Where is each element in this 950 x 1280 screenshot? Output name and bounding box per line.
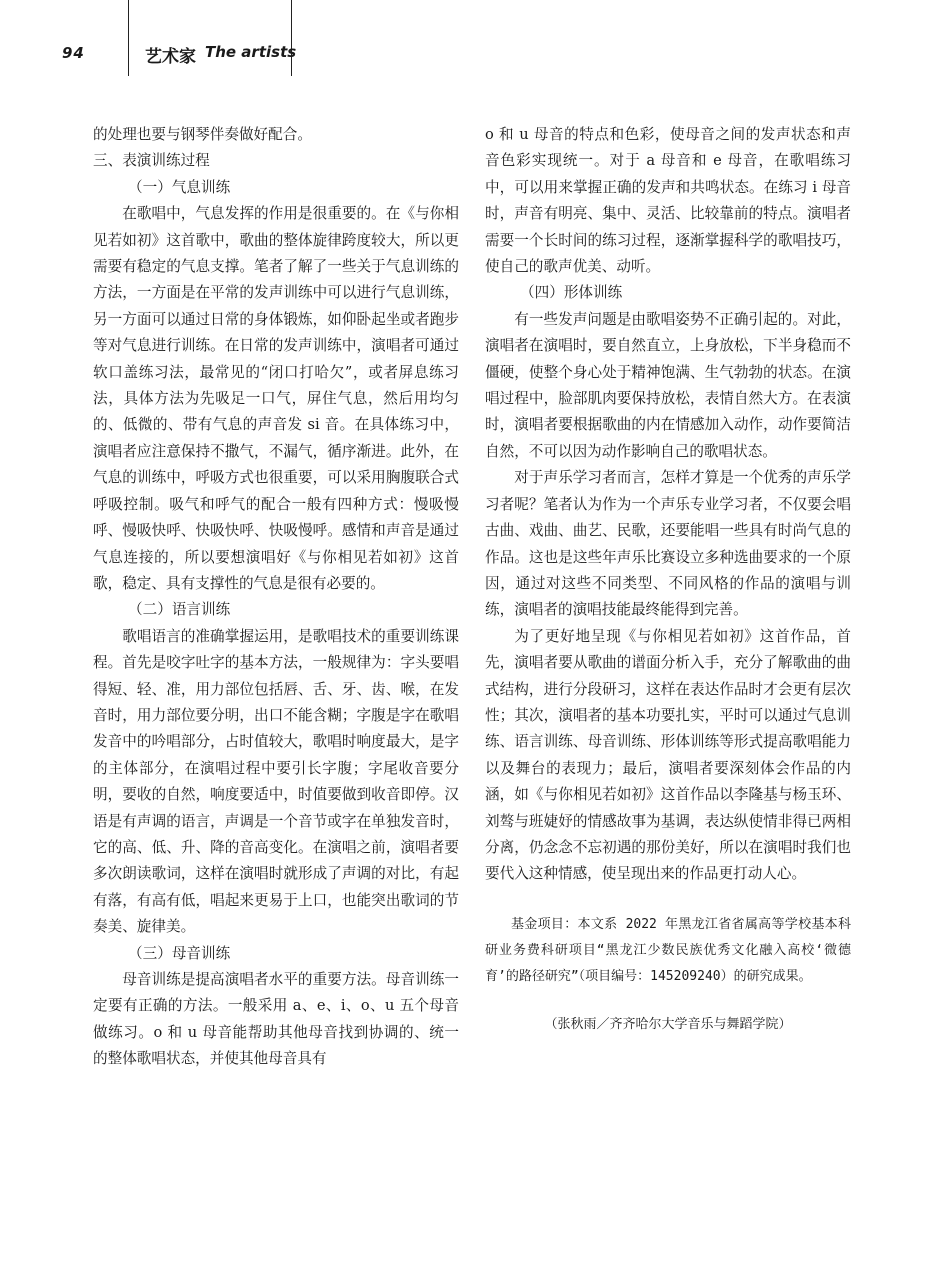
journal-name: 艺术家 (145, 47, 196, 67)
paragraph: 为了更好地呈现《与你相见若如初》这首作品，首先，演唱者要从歌曲的谱面分析入手，充分了解歌曲的曲式结构，进行分段研习，这样在表达作品时才会更有层次性；其次，演唱者的基本功要扎实，平时可以通过气息训练、语言训练、母音训练、形体训练等形式提高歌唱能力以及舞台的表现力；最后，演唱者要深刻体会作品的内涵，如《与你相见若如初》这首作品以李隆基与杨玉环、刘骜与班婕妤的情感故事为基调，表达纵使情非得已两相分离，仍念念不忘初遇的那份美好，所以在演唱时我们也要代入这种情感，使呈现出来的作品更打动人心。 (485, 627, 851, 883)
page-number: 94 (62, 44, 85, 62)
section-heading: 三、表演训练过程 (93, 152, 210, 170)
paragraph-continued: o 和 u 母音的特点和色彩，使母音之间的发声状态和声音色彩实现统一。对于 a 母音和 e 母音，在歌唱练习中，可以用来掌握正确的发声和共鸣状态。在练习 i 母音时，声音有明亮、集中、灵活、比较靠前的特点。演唱者需要一个长时间的练习过程，逐渐掌握科学的歌唱技巧，使自己的歌声优美、动听。 (485, 126, 851, 276)
right-column-body (485, 122, 851, 888)
subsection-heading: （四）形体训练 (520, 284, 623, 302)
subsection-heading: （二）语言训练 (128, 601, 231, 619)
paragraph: 对于声乐学习者而言，怎样才算是一个优秀的声乐学习者呢？笔者认为作为一个声乐专业学习者，不仅要会唱古曲、戏曲、曲艺、民歌，还要能唱一些具有时尚气息的作品。这也是这些年声乐比赛设立多种选曲要求的一个原因，通过对这些不同类型、不同风格的作品的演唱与训练，演唱者的演唱技能最终能得到完善。 (485, 469, 851, 619)
header-divider-left (128, 0, 129, 76)
paragraph: 母音训练是提高演唱者水平的重要方法。母音训练一定要有正确的方法。一般采用 a、e、i、o、u 五个母音做练习。o 和 u 母音能帮助其他母音找到协调的、统一的整体歌唱状态，并使其他母音具有 (93, 971, 459, 1068)
header-divider-right (291, 0, 292, 76)
paragraph: 歌唱语言的准确掌握运用，是歌唱技术的重要训练课程。首先是咬字吐字的基本方法，一般规律为：字头要唱得短、轻、准，用力部位包括唇、舌、牙、齿、喉，在发音时，用力部位要分明，出口不能含糊；字腹是字在歌唱发音中的吟唱部分，占时值较大，歌唱时响度最大，是字的主体部分，在演唱过程中要引长字腹；字尾收音要分明，要收的自然，响度要适中，时值要做到收音即停。汉语是有声调的语言，声调是一个音节或字在单独发音时，它的高、低、升、降的音高变化。在演唱之前，演唱者要多次朗读歌词，这样在演唱时就形成了声调的对比，有起有落，有高有低，唱起来更易于上口，也能突出歌词的节奏美、旋律美。 (93, 627, 459, 936)
paragraph: 在歌唱中，气息发挥的作用是很重要的。在《与你相见若如初》这首歌中，歌曲的整体旋律跨度较大，所以更需要有稳定的气息支撑。笔者了解了一些关于气息训练的方法，一方面是在平常的发声训练中可以进行气息训练，另一方面可以通过日常的身体锻炼，如仰卧起坐或者跑步等对气息进行训练。在日常的发声训练中，演唱者可通过软口盖练习法，最常见的“闭口打哈欠”，或者屏息练习法，具体方法为先吸足一口气，屏住气息，然后用均匀的、低微的、带有气息的声音发 si 音。在具体练习中，演唱者应注意保持不撒气，不漏气，循序渐进。此外，在气息的训练中，呼吸方式也很重要，可以采用胸腹联合式呼吸控制。吸气和呼气的配合一般有四种方式：慢吸慢呼、慢吸快呼、快吸快呼、快吸慢呼。感情和声音是通过气息连接的，所以要想演唱好《与你相见若如初》这首歌，稳定、具有支撑性的气息是很有必要的。 (93, 205, 459, 592)
subsection-heading: （三）母音训练 (128, 944, 231, 962)
journal-english-name: The artists (205, 43, 297, 61)
funding-note: 基金项目：本文系 2022 年黑龙江省省属高等学校基本科研业务费科研项目“黑龙江少数民族优秀文化融入高校‘微德育’的路径研究”（项目编号：145209240）的研究成果。 (485, 916, 851, 984)
right-column (485, 122, 851, 1038)
paragraph-continued: 的处理也要与钢琴伴奏做好配合。 (93, 126, 312, 143)
left-column (93, 122, 459, 1073)
subsection-heading: （一）气息训练 (128, 178, 231, 196)
author-affiliation: （张秋雨／齐齐哈尔大学音乐与舞蹈学院） (544, 1016, 792, 1032)
paragraph: 有一些发声问题是由歌唱姿势不正确引起的。对此，演唱者在演唱时，要自然直立，上身放松，下半身稳而不僵硬，使整个身心处于精神饱满、生气勃勃的状态。在演唱过程中，脸部肌肉要保持放松，表情自然大方。在表演时，演唱者要根据歌曲的内在情感加入动作，动作要简洁自然，不可以因为动作影响自己的歌唱状态。 (485, 310, 851, 460)
